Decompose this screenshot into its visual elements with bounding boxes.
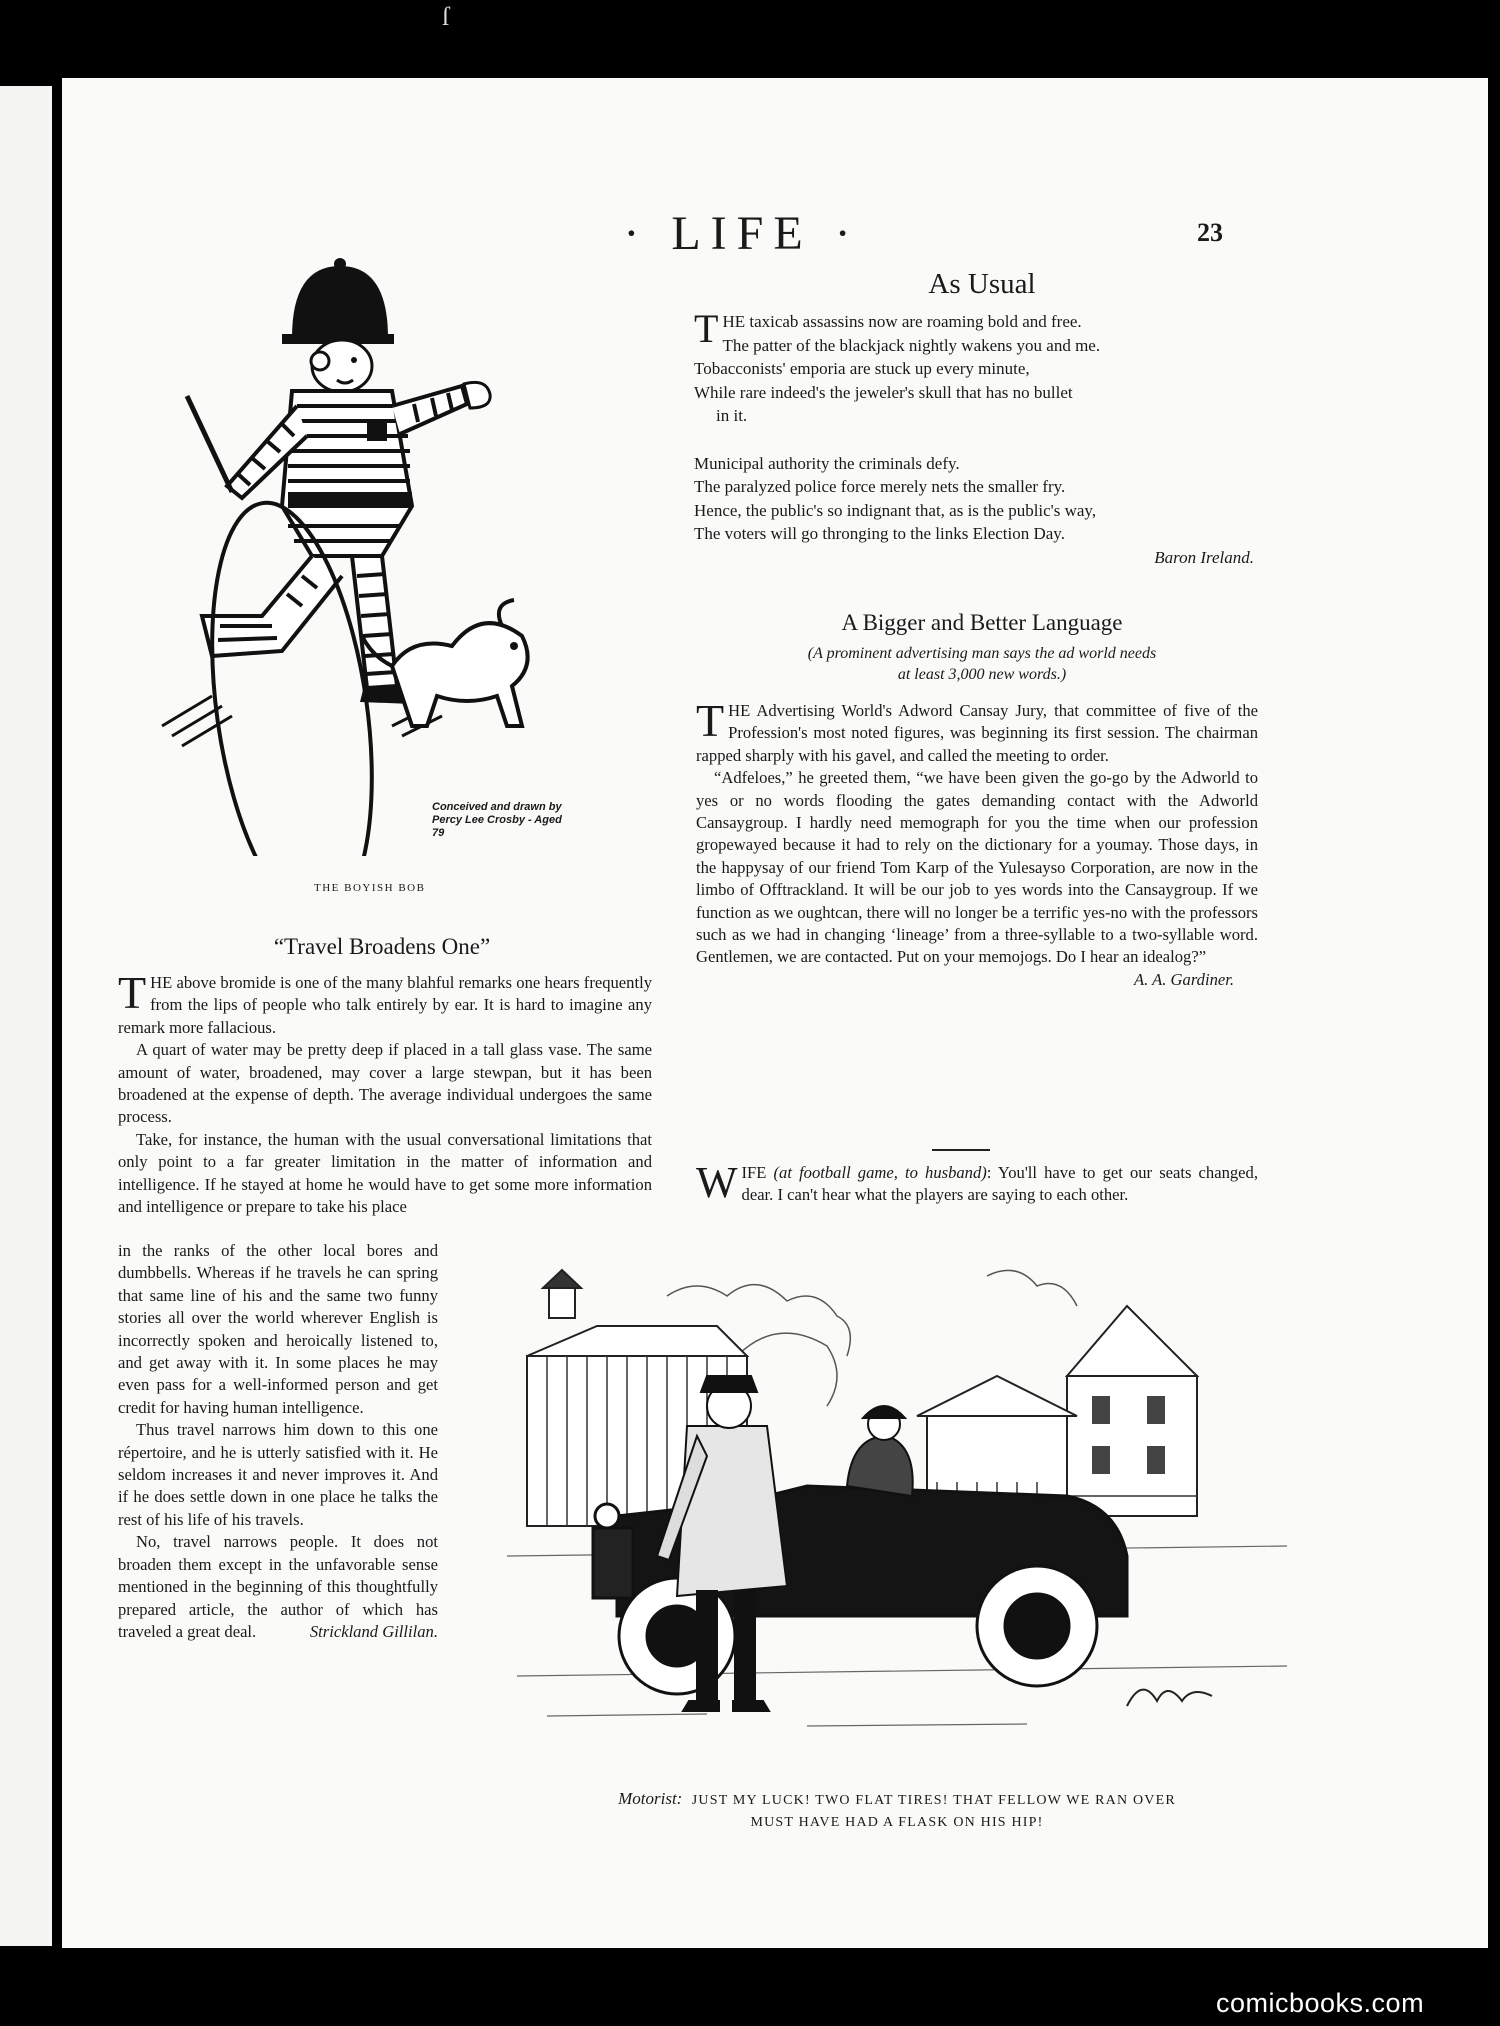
wife-joke: WIFE (at football game, to husband): You'll have to get our seats changed, dear. I can't hear what the players are saying to each other. [696, 1158, 1258, 1207]
car-flat-tire-drawing [507, 1256, 1287, 1766]
travel-signature: Strickland Gillilan. [309, 1622, 438, 1642]
language-article-body: THE Advertising World's Adword Cansay Jury, that committee of five of the Profession's most noted figures, was beginning its first session. The chairman rapped sharply with his gavel, and called the meeting to order. “Adfeloes,” he greeted them, “we have been given the go-go by the Adworld to yes or no words flooding the gates demanding contact with the Adworld Cansaygroup. I hardly need memograph for you the time when our profession gropewayed because it had to rely on the dictionary for a youmay. Those days, in the happysay of our friend Tom Karp of the Yulesayso Corporation, are now in the limbo of Offtrackland. It will be our job to yes words into the Cansaygroup. If we function as we oughtcan, there will no longer be a terrific yes-no with the professors such as we had in changing ‘lineage’ from a three-syllable to a two-syllable word. Gentlemen, we are contacted. Put on your memojogs. Do I hear an idealog?” A. A. Gardiner. [696, 700, 1258, 991]
boyish-bob-illustration [142, 256, 562, 906]
cartoon-caption: Motorist: JUST MY LUCK! TWO FLAT TIRES! THAT FELLOW WE RAN OVER MUST HAVE HAD A FLASK ON HIS HIP! [618, 1789, 1176, 1830]
scan-mark: ſ [442, 2, 450, 31]
language-article-title: A Bigger and Better Language [841, 610, 1123, 635]
policeman-skipping-rope-drawing [142, 256, 562, 856]
dropcap: T [118, 967, 147, 1018]
woman-passenger [847, 1406, 913, 1496]
magazine-page [62, 78, 1488, 1948]
poem-signature: Baron Ireland. [1154, 547, 1254, 567]
language-article-subtitle: (A prominent advertising man says the ad world needs at least 3,000 new words.) [807, 645, 1157, 683]
masthead: · LIFE · [623, 207, 861, 260]
adjacent-page-edge [0, 86, 52, 1946]
motorist-cartoon [507, 1256, 1287, 1766]
travel-article-body-top: THE above bromide is one of the many blahful remarks one hears frequently from the lips of people who talk entirely by ear. It is hard to imagine any remark more fallacious. A quart of water may be pretty deep if placed in a tall glass vase. The same amount of water, broadened, may cover a large stewpan, but it has been broadened at the expense of depth. The average individual undergoes the same process. Take, for instance, the human with the usual conversational limitations that only point to a far greater limitation in the matter of information and intelligence. If he stayed at home he would have to get some more information and intelligence or prepare to take his place [118, 967, 652, 1217]
section-divider [932, 1149, 990, 1151]
page-number: 23 [1197, 218, 1223, 247]
travel-article-body-bottom: in the ranks of the other local bores and dumbbells. Whereas if he travels he can spring that same line of his and the same two funny stories all over the world wherever English is incorrectly spoken and heroically listened to, and get away with it. In some places he may even pass for a well-informed person and get credit for having human intelligence. Thus travel narrows him down to this one répertoire, and he is utterly satisfied with it. He seldom increases it and never improves it. And if he does settle down in one place he talks the rest of his life of his travels. No, travel narrows people. It does not broaden them except in the unfavorable sense mentioned in the beginning of this thoughtfully prepared article, the author of which has traveled a great deal. Strickland Gillilan. [118, 1240, 438, 1644]
travel-article-title: “Travel Broadens One” [273, 934, 491, 959]
artist-credit: Conceived and drawn by Percy Lee Crosby - Aged 79 [432, 801, 562, 839]
poem-title: As Usual [928, 268, 1036, 300]
poem-body: THE taxicab assassins now are roaming bold and free. The patter of the blackjack nightly wakens you and me. Tobacconists' emporia are stuck up every minute, While rare indeed's the jeweler's skull that has no bullet in it. Municipal authority the criminals defy. The paralyzed police force merely nets the smaller fry. Hence, the public's so indignant that, as is the public's way, The voters will go thronging to the links Election Day. Baron Ireland. [694, 310, 1274, 569]
illustration-caption: THE BOYISH BOB [314, 882, 426, 894]
language-signature: A. A. Gardiner. [1133, 969, 1234, 989]
watermark: comicbooks.com [1216, 1988, 1425, 2018]
